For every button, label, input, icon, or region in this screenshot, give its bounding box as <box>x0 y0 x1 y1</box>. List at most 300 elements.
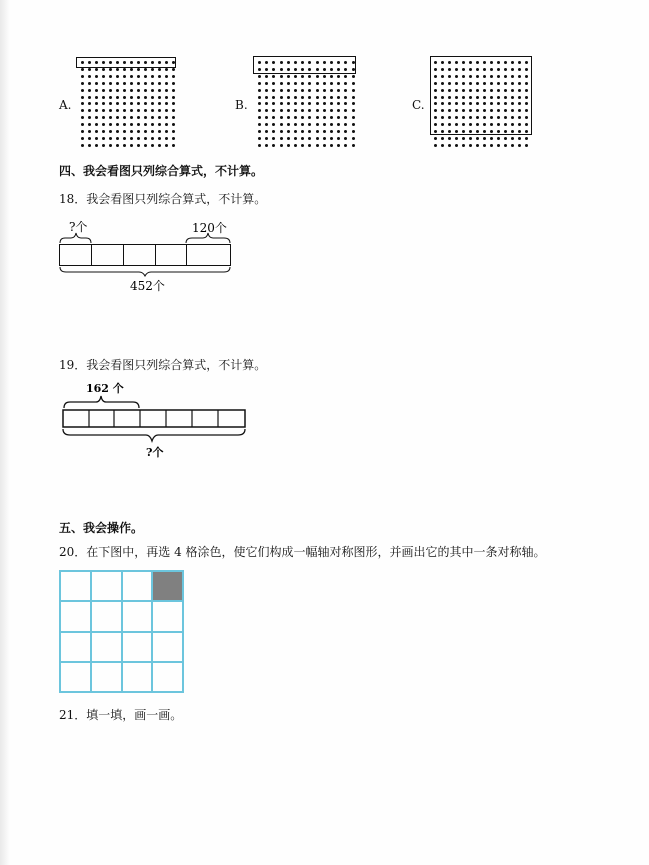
array-dot <box>158 116 161 119</box>
array-dot <box>130 116 133 119</box>
array-dot <box>158 144 161 147</box>
array-dot <box>88 144 91 147</box>
array-dot <box>88 109 91 112</box>
array-dot <box>272 75 275 78</box>
array-dot <box>352 123 355 126</box>
array-dot <box>323 89 326 92</box>
grid-cell[interactable] <box>60 571 91 601</box>
q18-total-label: 452个 <box>130 279 165 293</box>
array-dot <box>476 137 479 140</box>
array-dot <box>272 82 275 85</box>
array-dot <box>172 82 175 85</box>
option-c-label: C. <box>412 98 425 112</box>
array-dot <box>272 109 275 112</box>
array-dot <box>95 109 98 112</box>
grid-cell-shaded[interactable] <box>152 571 183 601</box>
array-dot <box>144 109 147 112</box>
array-dot <box>330 144 333 147</box>
array-dot <box>518 144 521 147</box>
array-dot <box>316 89 319 92</box>
array-dot <box>151 96 154 99</box>
grid-cell[interactable] <box>60 601 91 631</box>
array-dot <box>330 130 333 133</box>
array-dot <box>116 102 119 105</box>
array-dot <box>81 116 84 119</box>
array-dot <box>323 123 326 126</box>
array-dot <box>337 130 340 133</box>
array-dot <box>352 137 355 140</box>
array-dot <box>337 116 340 119</box>
section-4-heading: 四、我会看图只列综合算式，不计算。 <box>59 164 264 178</box>
array-dot <box>109 137 112 140</box>
array-dot <box>258 116 261 119</box>
array-dot <box>116 109 119 112</box>
array-dot <box>88 123 91 126</box>
array-dot <box>102 75 105 78</box>
array-dot <box>130 82 133 85</box>
array-dot <box>81 144 84 147</box>
array-dot <box>151 68 154 71</box>
array-dot <box>301 137 304 140</box>
array-dot <box>352 144 355 147</box>
array-dot <box>323 144 326 147</box>
array-dot <box>308 89 311 92</box>
array-dot <box>301 130 304 133</box>
array-dot <box>88 96 91 99</box>
array-dot <box>109 144 112 147</box>
array-dot <box>344 123 347 126</box>
array-dot <box>294 137 297 140</box>
grid-cell[interactable] <box>152 601 183 631</box>
array-dot <box>294 123 297 126</box>
array-dot <box>165 130 168 133</box>
array-dot <box>316 102 319 105</box>
array-dot <box>172 102 175 105</box>
array-dot <box>165 96 168 99</box>
array-dot <box>448 137 451 140</box>
array-dot <box>130 144 133 147</box>
array-dot <box>95 89 98 92</box>
array-dot <box>294 96 297 99</box>
array-dot <box>81 89 84 92</box>
array-dot <box>316 82 319 85</box>
array-dot <box>144 89 147 92</box>
array-dot <box>102 68 105 71</box>
option-b-label: B. <box>235 98 248 112</box>
array-dot <box>258 144 261 147</box>
array-dot <box>88 89 91 92</box>
array-dot <box>144 137 147 140</box>
array-dot <box>330 109 333 112</box>
array-dot <box>280 89 283 92</box>
array-dot <box>172 68 175 71</box>
question-19-text: 19．我会看图只列综合算式，不计算。 <box>59 358 267 372</box>
array-dot <box>137 82 140 85</box>
array-dot <box>308 96 311 99</box>
array-dot <box>294 109 297 112</box>
question-18-bar-diagram <box>55 218 240 296</box>
array-dot <box>323 137 326 140</box>
array-dot <box>337 89 340 92</box>
array-dot <box>337 144 340 147</box>
section-5-heading: 五、我会操作。 <box>59 521 144 535</box>
array-dot <box>525 137 528 140</box>
array-dot <box>280 130 283 133</box>
array-dot <box>344 75 347 78</box>
grid-cell[interactable] <box>91 601 122 631</box>
array-dot <box>116 82 119 85</box>
array-dot <box>123 130 126 133</box>
array-dot <box>172 109 175 112</box>
array-dot <box>337 137 340 140</box>
array-dot <box>130 89 133 92</box>
array-dot <box>483 137 486 140</box>
grid-cell[interactable] <box>91 632 122 662</box>
option-a-dot-array <box>76 56 176 148</box>
array-dot <box>123 82 126 85</box>
array-dot <box>81 123 84 126</box>
array-dot <box>116 89 119 92</box>
array-dot <box>294 89 297 92</box>
array-dot <box>308 75 311 78</box>
array-dot <box>102 123 105 126</box>
array-dot <box>265 82 268 85</box>
array-dot <box>476 144 479 147</box>
array-dot <box>137 109 140 112</box>
array-dot <box>130 109 133 112</box>
array-dot <box>116 137 119 140</box>
array-dot <box>130 75 133 78</box>
array-dot <box>123 89 126 92</box>
array-dot <box>95 137 98 140</box>
array-dot <box>172 130 175 133</box>
array-dot <box>272 137 275 140</box>
array-dot <box>265 89 268 92</box>
array-dot <box>469 137 472 140</box>
array-dot <box>330 75 333 78</box>
array-dot <box>165 116 168 119</box>
array-dot <box>102 116 105 119</box>
array-dot <box>272 144 275 147</box>
array-dot <box>258 82 261 85</box>
array-dot <box>116 96 119 99</box>
array-dot <box>165 144 168 147</box>
array-dot <box>455 144 458 147</box>
grid-cell[interactable] <box>122 632 153 662</box>
array-dot <box>88 130 91 133</box>
array-dot <box>337 109 340 112</box>
option-c-dot-array <box>430 56 532 148</box>
q18-end-label: 120个 <box>192 221 227 235</box>
array-dot <box>123 116 126 119</box>
array-dot <box>352 89 355 92</box>
array-dot <box>287 102 290 105</box>
array-dot <box>81 109 84 112</box>
q18-bar <box>60 245 231 266</box>
array-dot <box>497 144 500 147</box>
array-dot <box>337 123 340 126</box>
array-dot <box>102 137 105 140</box>
array-dot <box>95 144 98 147</box>
array-dot <box>265 75 268 78</box>
array-dot <box>151 123 154 126</box>
array-dot <box>316 96 319 99</box>
array-dot <box>130 123 133 126</box>
array-dot <box>137 96 140 99</box>
array-dot <box>258 109 261 112</box>
array-dot <box>265 116 268 119</box>
grid-cell[interactable] <box>91 571 122 601</box>
option-b-dot-array <box>253 56 356 148</box>
array-dot <box>165 68 168 71</box>
array-dot <box>88 82 91 85</box>
option-a-label: A. <box>59 98 72 112</box>
array-dot <box>116 68 119 71</box>
array-dot <box>316 137 319 140</box>
array-dot <box>272 96 275 99</box>
array-dot <box>172 75 175 78</box>
array-dot <box>301 144 304 147</box>
array-dot <box>434 137 437 140</box>
array-dot <box>308 144 311 147</box>
array-dot <box>137 123 140 126</box>
array-dot <box>469 144 472 147</box>
array-dot <box>525 144 528 147</box>
array-dot <box>344 137 347 140</box>
array-dot <box>88 102 91 105</box>
array-dot <box>511 137 514 140</box>
array-dot <box>455 137 458 140</box>
array-dot <box>337 102 340 105</box>
q18-bottom-brace <box>60 267 230 276</box>
array-dot <box>116 123 119 126</box>
array-dot <box>123 144 126 147</box>
array-dot <box>137 102 140 105</box>
array-dot <box>518 137 521 140</box>
array-dot <box>165 89 168 92</box>
array-dot <box>123 68 126 71</box>
array-dot <box>265 130 268 133</box>
array-dot <box>337 96 340 99</box>
array-dot <box>151 109 154 112</box>
array-dot <box>301 109 304 112</box>
array-dot <box>352 75 355 78</box>
array-dot <box>280 82 283 85</box>
array-dot <box>272 130 275 133</box>
array-dot <box>144 102 147 105</box>
array-dot <box>81 82 84 85</box>
array-dot <box>330 116 333 119</box>
q19-bottom-label: ?个 <box>146 446 164 459</box>
q18-part-label: ?个 <box>69 220 88 234</box>
array-dot <box>308 102 311 105</box>
array-dot <box>109 68 112 71</box>
array-dot <box>294 130 297 133</box>
array-dot <box>151 102 154 105</box>
array-dot <box>158 109 161 112</box>
array-dot <box>144 75 147 78</box>
array-dot <box>88 116 91 119</box>
array-dot <box>172 116 175 119</box>
array-dot <box>130 102 133 105</box>
array-dot <box>158 82 161 85</box>
array-dot <box>272 123 275 126</box>
array-dot <box>352 96 355 99</box>
grid-cell[interactable] <box>122 571 153 601</box>
array-dot <box>258 137 261 140</box>
array-dot <box>301 116 304 119</box>
array-dot <box>102 144 105 147</box>
array-dot <box>123 102 126 105</box>
question-21-text: 21．填一填，画一画。 <box>59 708 183 722</box>
array-dot <box>280 102 283 105</box>
array-dot <box>265 123 268 126</box>
array-dot <box>144 68 147 71</box>
array-dot <box>95 96 98 99</box>
array-dot <box>330 102 333 105</box>
array-dot <box>144 123 147 126</box>
array-dot <box>280 75 283 78</box>
page-shadow <box>0 0 10 865</box>
array-dot <box>352 82 355 85</box>
array-dot <box>144 116 147 119</box>
array-dot <box>287 144 290 147</box>
array-dot <box>151 82 154 85</box>
array-dot <box>151 137 154 140</box>
array-dot <box>123 123 126 126</box>
grid-cell[interactable] <box>60 632 91 662</box>
array-dot <box>483 144 486 147</box>
array-dot <box>165 102 168 105</box>
array-dot <box>308 82 311 85</box>
array-dot <box>158 130 161 133</box>
array-dot <box>344 82 347 85</box>
array-dot <box>280 109 283 112</box>
array-dot <box>294 75 297 78</box>
array-dot <box>316 130 319 133</box>
array-dot <box>102 109 105 112</box>
grid-cell[interactable] <box>60 662 91 692</box>
array-dot <box>301 75 304 78</box>
array-dot <box>344 89 347 92</box>
array-dot <box>504 144 507 147</box>
array-dot <box>294 82 297 85</box>
array-dot <box>109 130 112 133</box>
q19-top-label: 162 个 <box>86 382 124 395</box>
grid-cell[interactable] <box>122 601 153 631</box>
array-dot <box>165 82 168 85</box>
array-dot <box>258 89 261 92</box>
array-dot <box>81 96 84 99</box>
array-dot <box>109 96 112 99</box>
array-dot <box>434 144 437 147</box>
grid-cell[interactable] <box>152 632 183 662</box>
array-dot <box>109 82 112 85</box>
array-dot <box>316 123 319 126</box>
grid-cell[interactable] <box>91 662 122 692</box>
array-dot <box>144 96 147 99</box>
array-dot <box>95 82 98 85</box>
array-dot <box>323 96 326 99</box>
array-dot <box>344 116 347 119</box>
array-dot <box>294 144 297 147</box>
array-dot <box>88 68 91 71</box>
array-dot <box>265 96 268 99</box>
array-dot <box>151 89 154 92</box>
array-dot <box>137 68 140 71</box>
array-dot <box>158 123 161 126</box>
array-dot <box>130 130 133 133</box>
array-dot <box>109 102 112 105</box>
array-dot <box>172 123 175 126</box>
array-dot <box>323 75 326 78</box>
array-dot <box>344 96 347 99</box>
array-dot <box>102 89 105 92</box>
array-dot <box>137 75 140 78</box>
array-dot <box>137 116 140 119</box>
q18-top-left-brace <box>60 233 91 243</box>
array-dot <box>95 116 98 119</box>
array-dot <box>448 144 451 147</box>
array-dot <box>81 130 84 133</box>
array-dot <box>158 137 161 140</box>
array-dot <box>137 144 140 147</box>
array-dot <box>287 75 290 78</box>
array-dot <box>265 109 268 112</box>
array-dot <box>330 137 333 140</box>
array-dot <box>323 109 326 112</box>
array-dot <box>352 116 355 119</box>
grid-cell[interactable] <box>122 662 153 692</box>
array-dot <box>81 137 84 140</box>
array-dot <box>441 144 444 147</box>
option-c-block-frame <box>430 56 532 135</box>
array-dot <box>158 75 161 78</box>
array-dot <box>280 96 283 99</box>
array-dot <box>109 109 112 112</box>
array-dot <box>109 116 112 119</box>
array-dot <box>265 137 268 140</box>
array-dot <box>308 137 311 140</box>
option-b-row-frame <box>253 56 356 74</box>
array-dot <box>316 75 319 78</box>
array-dot <box>81 75 84 78</box>
array-dot <box>109 89 112 92</box>
array-dot <box>116 130 119 133</box>
array-dot <box>172 96 175 99</box>
array-dot <box>490 137 493 140</box>
array-dot <box>265 102 268 105</box>
array-dot <box>165 109 168 112</box>
array-dot <box>123 96 126 99</box>
array-dot <box>462 137 465 140</box>
array-dot <box>301 123 304 126</box>
array-dot <box>511 144 514 147</box>
array-dot <box>280 123 283 126</box>
array-dot <box>497 137 500 140</box>
array-dot <box>441 137 444 140</box>
grid-cell[interactable] <box>152 662 183 692</box>
question-20-text: 20．在下图中，再选 4 格涂色，使它们构成一幅轴对称图形，并画出它的其中一条对称轴。 <box>59 545 546 559</box>
array-dot <box>144 82 147 85</box>
question-20-grid[interactable] <box>59 570 184 693</box>
array-dot <box>323 102 326 105</box>
array-dot <box>287 82 290 85</box>
array-dot <box>287 116 290 119</box>
array-dot <box>352 102 355 105</box>
array-dot <box>123 109 126 112</box>
q19-bottom-brace <box>63 429 245 441</box>
